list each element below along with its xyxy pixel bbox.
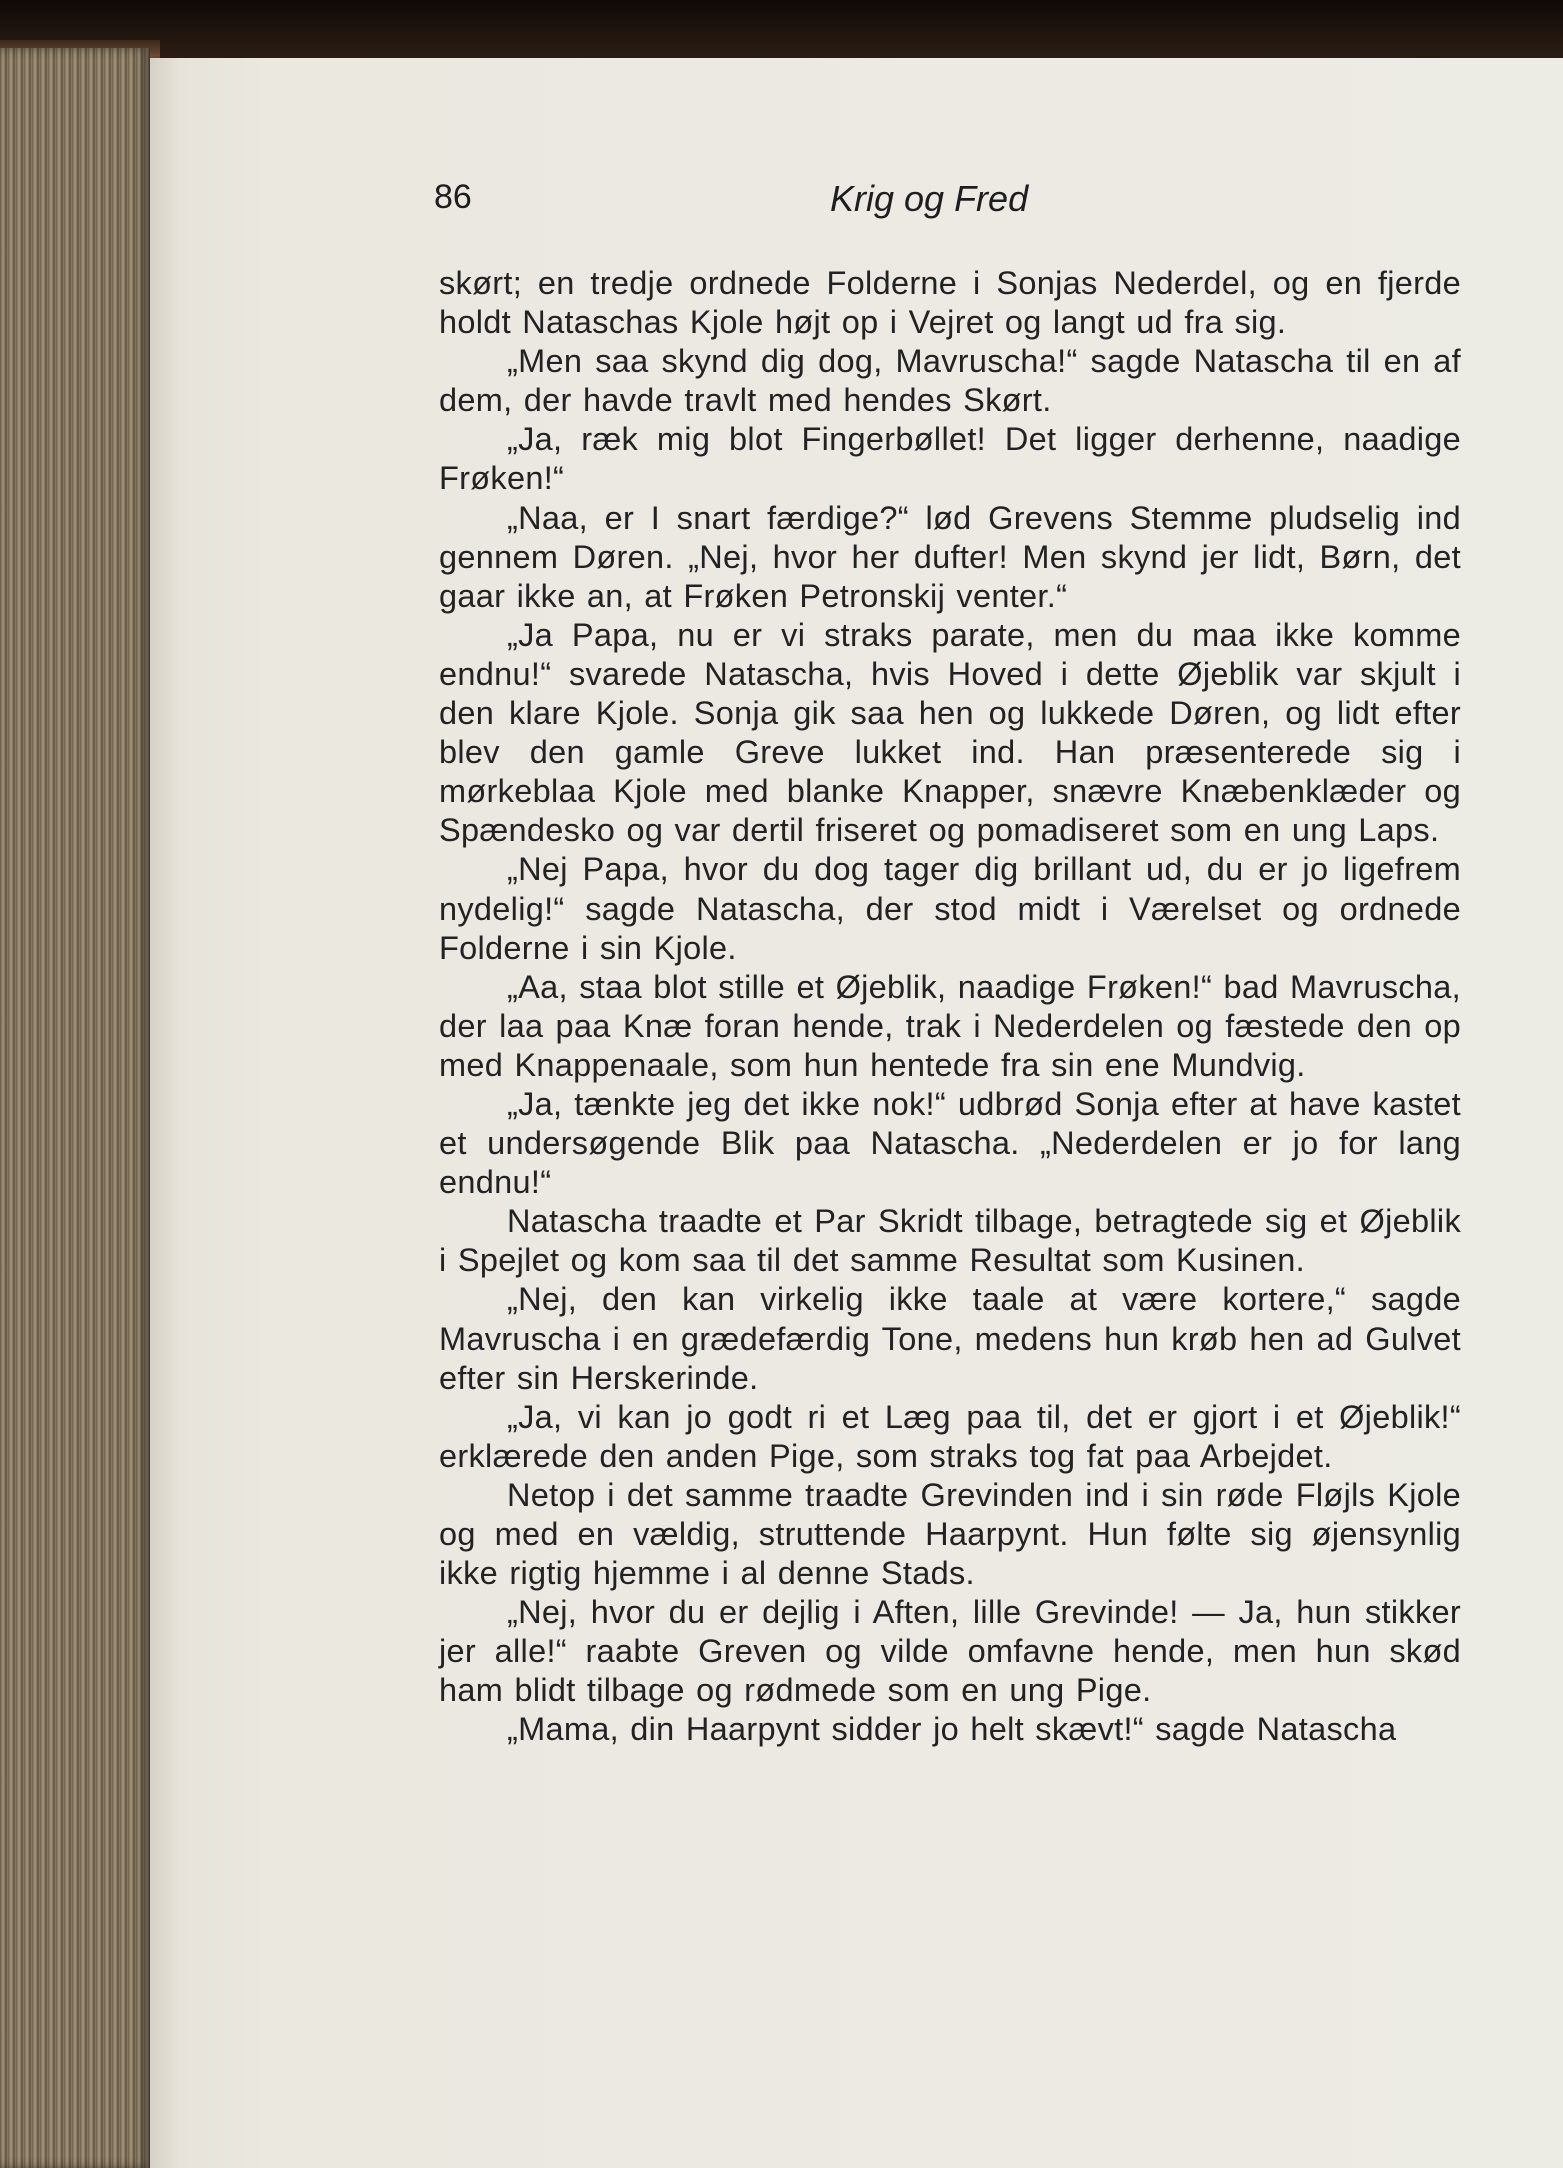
paragraph: Netop i det samme traadte Grevinden ind i sin røde Fløjls Kjole og med en vældig, struttende Haarpynt. Hun følte sig øjensynlig ikke rigtig hjemme i al denne Stads. bbox=[439, 1476, 1461, 1592]
paragraph: „Nej Papa, hvor du dog tager dig brillant ud, du er jo ligefrem nydelig!“ sagde Natascha, der stod midt i Værelset og ordnede Folderne i sin Kjole. bbox=[439, 851, 1461, 966]
paragraph: „Nej, den kan virkelig ikke taale at være kortere,“ sagde Mavruscha i en grædefærdig Tone, medens hun krøb hen ad Gulvet efter sin Herskerinde. bbox=[439, 1281, 1461, 1396]
running-title: Krig og Fred bbox=[830, 178, 1029, 219]
paragraph: Natascha traadte et Par Skridt tilbage, betragtede sig et Øjeblik i Spejlet og kom saa til det samme Resultat som Kusinen. bbox=[439, 1203, 1461, 1279]
paragraph: „Nej, hvor du er dejlig i Aften, lille Grevinde! — Ja, hun stikker jer alle!“ raabte Greven og vilde omfavne hende, men hun skød ham blidt tilbage og rødmede som en ung Pige. bbox=[439, 1594, 1461, 1709]
paragraph: „Ja, ræk mig blot Fingerbøllet! Det ligger derhenne, naadige Frøken!“ bbox=[439, 421, 1461, 497]
paragraph: „Naa, er I snart færdige?“ lød Grevens Stemme pludselig ind gennem Døren. „Nej, hvor her dufter! Men skynd jer lidt, Børn, det gaar ikke an, at Frøken Petronskij venter.“ bbox=[439, 499, 1461, 614]
paragraph: skørt; en tredje ordnede Folderne i Sonjas Nederdel, og en fjerde holdt Nataschas Kjole højt op i Vejret og langt ud fra sig. bbox=[439, 265, 1461, 341]
page-header bbox=[0, 178, 1563, 222]
paragraph: „Aa, staa blot stille et Øjeblik, naadige Frøken!“ bad Mavruscha, der laa paa Knæ foran hende, trak i Nederdelen og fæstede den op med Knappenaale, som hun hentede fra sin ene Mundvig. bbox=[439, 968, 1461, 1083]
page-number: 86 bbox=[434, 178, 472, 216]
body-text bbox=[439, 264, 1461, 1750]
scan-top-shadow bbox=[0, 0, 1563, 60]
paragraph: „Ja Papa, nu er vi straks parate, men du maa ikke komme endnu!“ svarede Natascha, hvis Hoved i dette Øjeblik var skjult i den klare Kjole. Sonja gik saa hen og lukkede Døren, og lidt efter blev den gamle Greve lukket ind. Han præsenterede sig i mørkeblaa Kjole med blanke Knapper, snævre Knæbenklæder og Spændesko og var dertil friseret og pomadiseret som en ung Laps. bbox=[439, 616, 1461, 849]
paragraph: „Men saa skynd dig dog, Mavruscha!“ sagde Natascha til en af dem, der havde travlt med hendes Skørt. bbox=[439, 343, 1461, 419]
paragraph: „Mama, din Haarpynt sidder jo helt skævt!“ sagde Natascha bbox=[507, 1711, 1397, 1748]
book-page-edges bbox=[0, 48, 150, 2168]
paragraph: „Ja, vi kan jo godt ri et Læg paa til, det er gjort i et Øjeblik!“ erklærede den anden Pige, som straks tog fat paa Arbejdet. bbox=[439, 1398, 1461, 1474]
paragraph: „Ja, tænkte jeg det ikke nok!“ udbrød Sonja efter at have kastet et undersøgende Blik paa Natascha. „Nederdelen er jo for lang endnu!“ bbox=[439, 1085, 1461, 1201]
